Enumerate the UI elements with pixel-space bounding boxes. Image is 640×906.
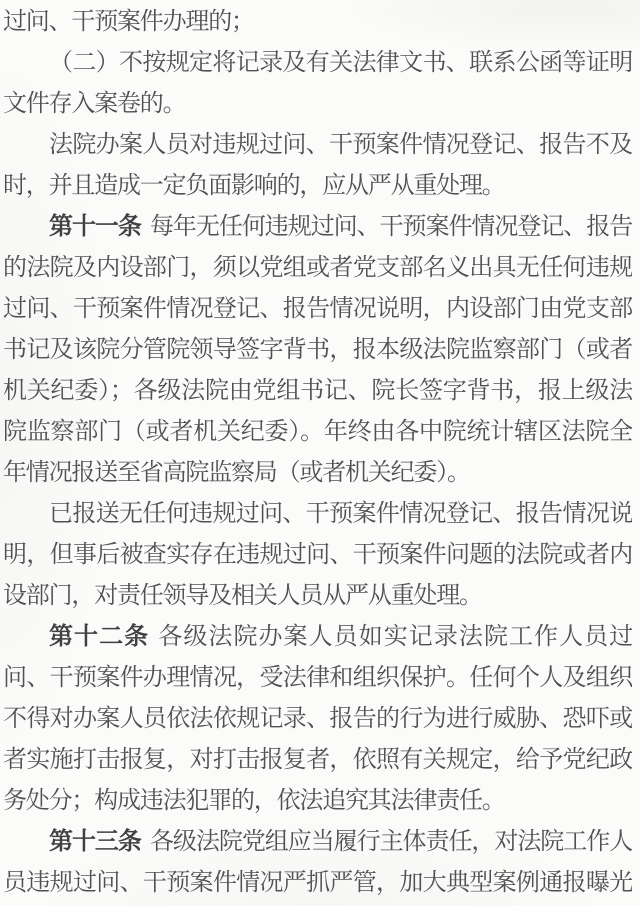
article-number: 第十二条: [49, 624, 150, 650]
text-line: [3, 617, 632, 658]
line-text: 者实施打击报复，对打击报复者，依照有关规定，给予党纪政: [3, 747, 632, 773]
text-line: [3, 330, 632, 371]
line-text: 过问、干预案件办理的；: [3, 9, 254, 35]
text-line: [3, 371, 632, 412]
line-text: 员违规过问、干预案件情况严抓严管，加大典型案例通报曝光: [3, 870, 632, 896]
text-line: [3, 781, 632, 822]
line-text: 法院办案人员对违规过问、干预案件情况登记、报告不及: [49, 132, 632, 158]
line-text: 问、干预案件办理情况，受法律和组织保护。任何个人及组织: [3, 665, 632, 691]
text-line: [3, 699, 632, 740]
line-text: 各级法院党组应当履行主体责任，对法院工作人: [149, 829, 632, 855]
line-text: 每年无任何违规过问、干预案件情况登记、报告: [149, 214, 632, 240]
text-line: [3, 822, 632, 863]
document-body: [3, 2, 632, 904]
line-text: 明，但事后被查实存在违规过问、干预案件问题的法院或者内: [3, 542, 632, 568]
line-text: 各级法院办案人员如实记录法院工作人员过: [158, 624, 632, 650]
text-line: [3, 658, 632, 699]
line-text: 文件存入案卷的。: [3, 91, 186, 117]
line-text: 院监察部门（或者机关纪委）。年终由各中院统计辖区法院全: [3, 419, 632, 445]
article-number: 第十三条: [49, 829, 141, 855]
line-text: 务处分；构成违法犯罪的，依法追究其法律责任。: [3, 788, 505, 814]
text-line: [3, 43, 632, 84]
line-text: 年情况报送至省高院监察局（或者机关纪委）。: [3, 460, 470, 486]
line-text: 时，并且造成一定负面影响的，应从严从重处理。: [3, 173, 505, 199]
text-line: [3, 125, 632, 166]
text-line: [3, 863, 632, 904]
line-text: 过问、干预案件情况登记、报告情况说明，内设部门由党支部: [3, 296, 632, 322]
text-line: [3, 2, 632, 43]
line-text: 已报送无任何违规过问、干预案件情况登记、报告情况说: [49, 501, 632, 527]
text-line: [3, 740, 632, 781]
text-line: [3, 248, 632, 289]
text-line: [3, 576, 632, 617]
text-line: [3, 166, 632, 207]
line-text: 的法院及内设部门，须以党组或者党支部名义出具无任何违规: [3, 255, 632, 281]
line-text: 不得对办案人员依法依规记录、报告的行为进行威胁、恐吓或: [3, 706, 632, 732]
line-text: 机关纪委）；各级法院由党组书记、院长签字背书，报上级法: [3, 378, 632, 404]
text-line: [3, 494, 632, 535]
text-line: [3, 535, 632, 576]
text-line: [3, 412, 632, 453]
line-text: （二）不按规定将记录及有关法律文书、联系公函等证明: [49, 50, 632, 76]
line-text: 书记及该院分管院领导签字背书，报本级法院监察部门（或者: [3, 337, 632, 363]
text-line: [3, 289, 632, 330]
article-number: 第十一条: [49, 214, 141, 240]
text-line: [3, 84, 632, 125]
text-line: [3, 207, 632, 248]
text-line: [3, 453, 632, 494]
line-text: 设部门，对责任领导及相关人员从严从重处理。: [3, 583, 482, 609]
